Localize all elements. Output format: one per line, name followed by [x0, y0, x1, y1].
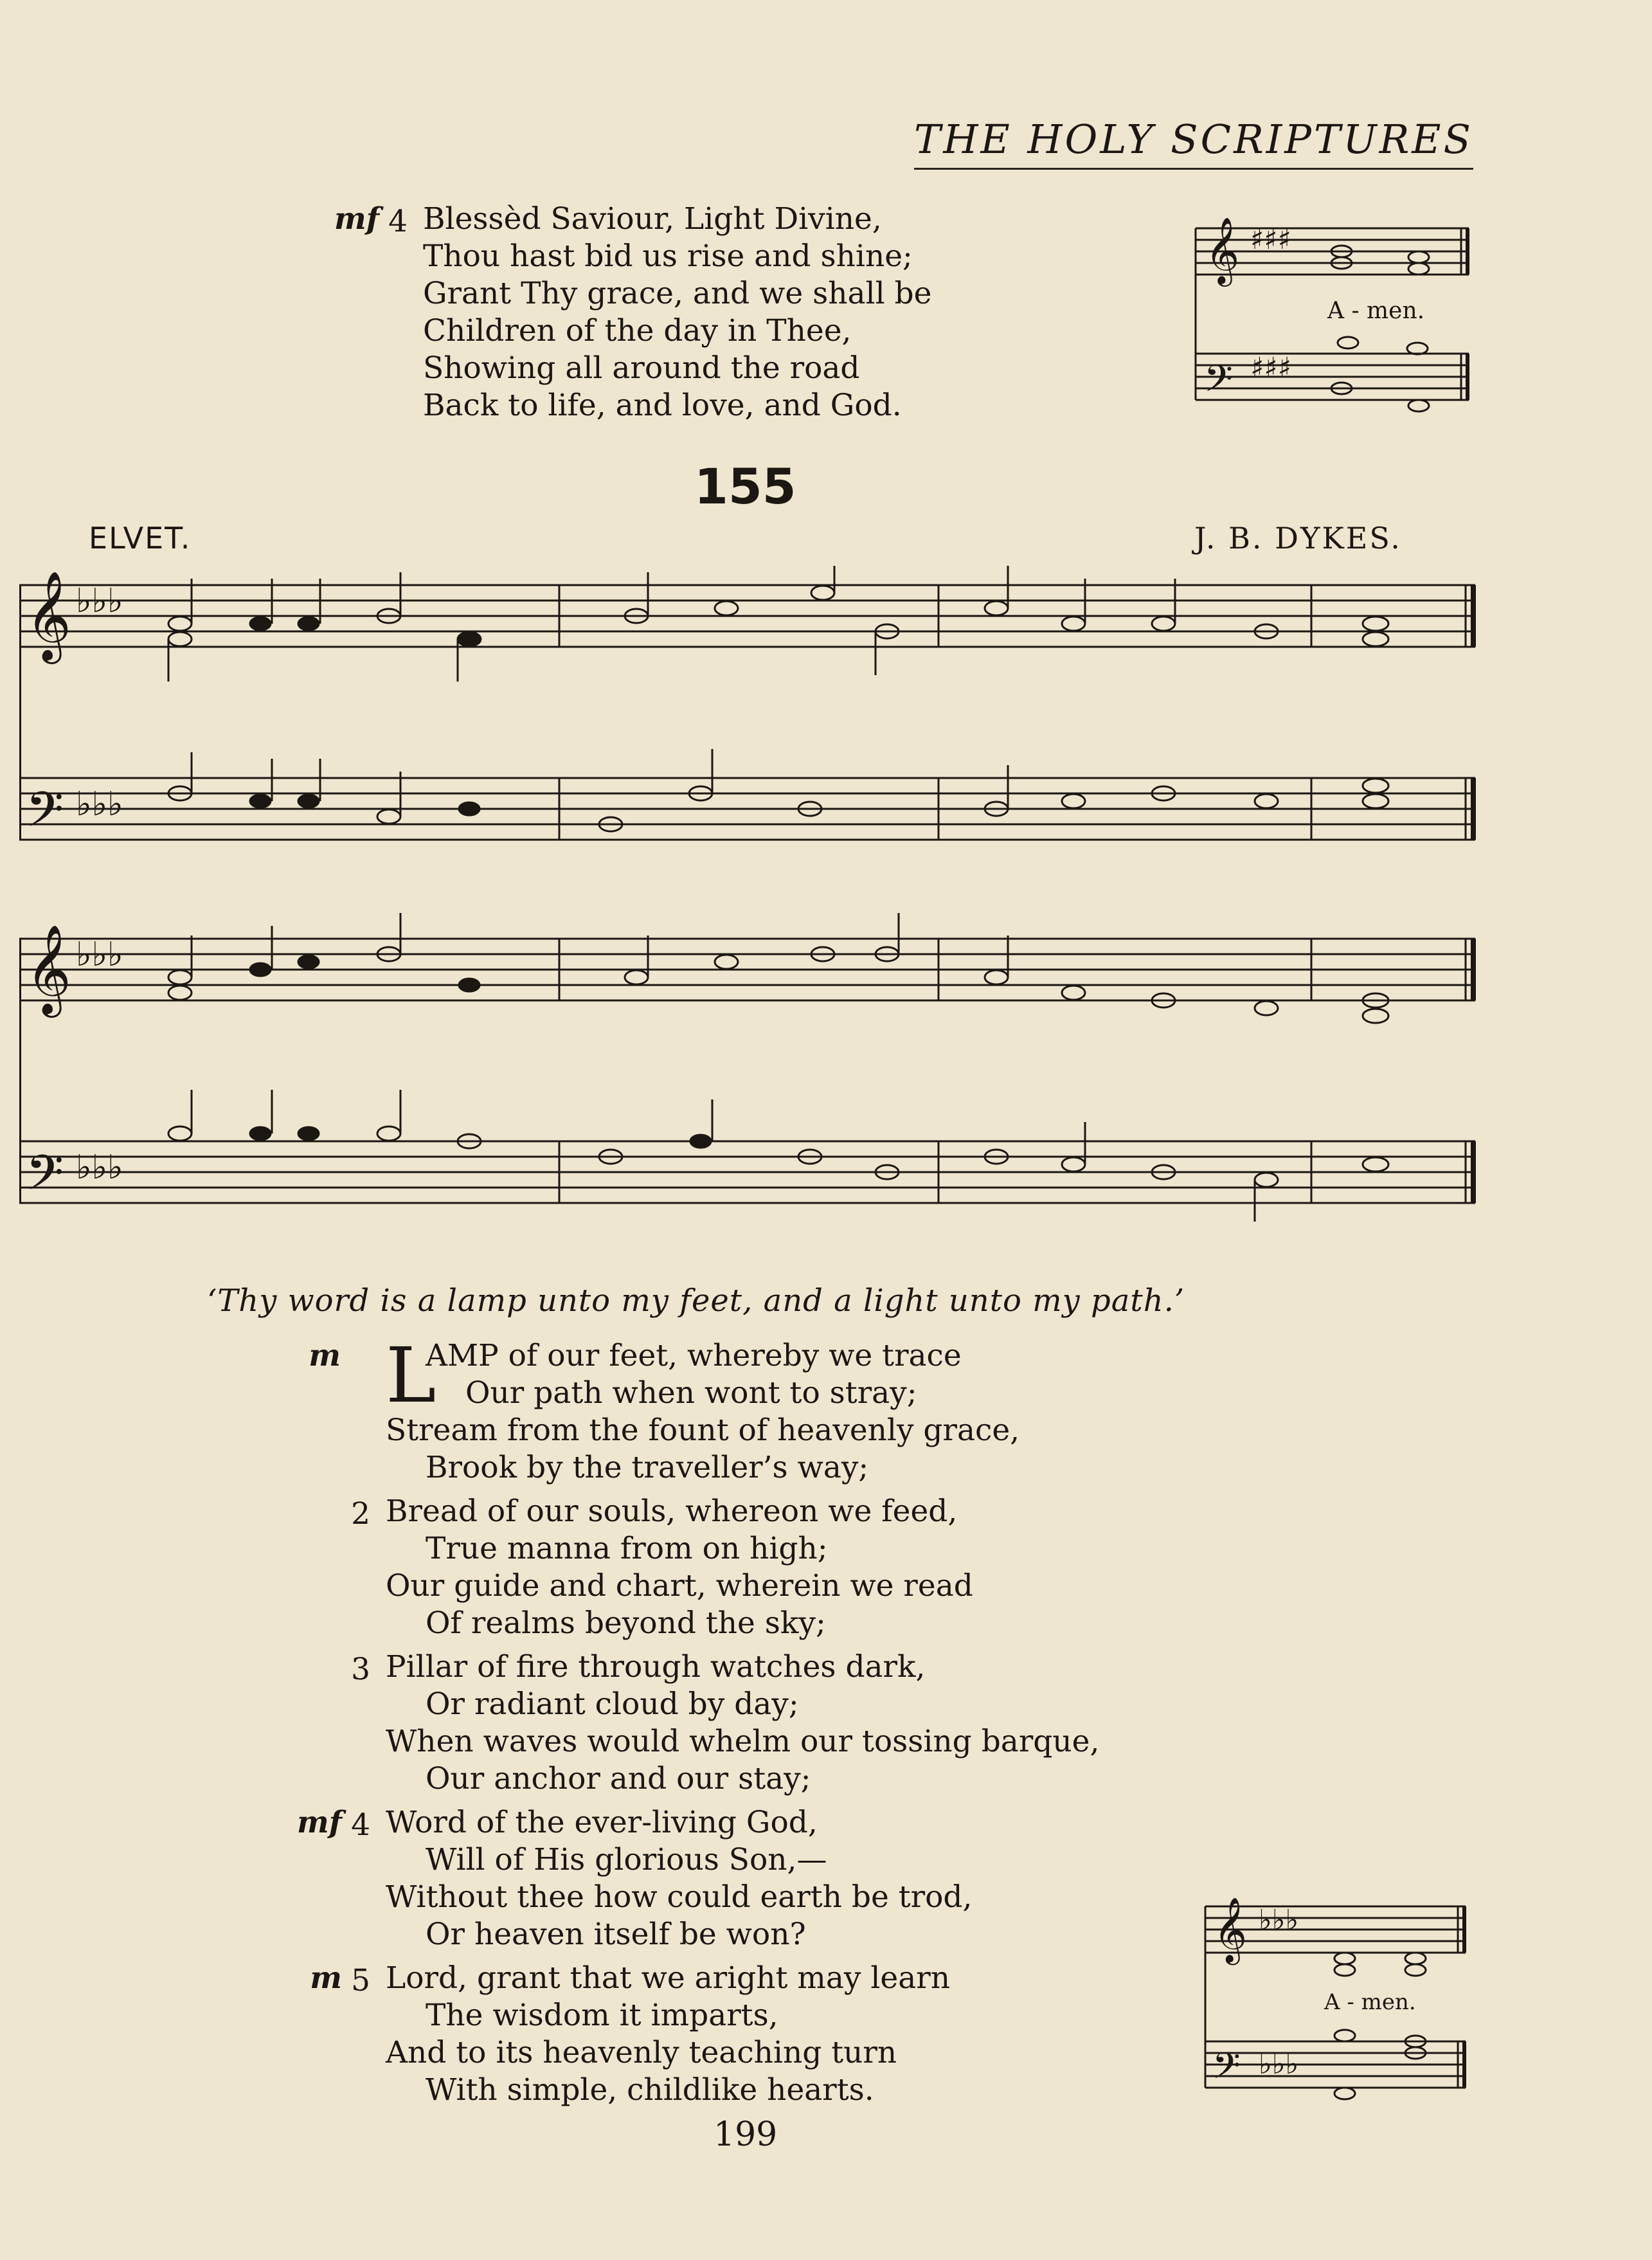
stanza-line: Our path when wont to stray;: [465, 1375, 917, 1411]
stanza-line: Or heaven itself be won?: [426, 1917, 806, 1952]
svg-text:𝄢: 𝄢: [26, 781, 64, 850]
svg-text:♯♯♯: ♯♯♯: [1250, 223, 1291, 256]
stanza-line: Of realms beyond the sky;: [426, 1605, 826, 1641]
svg-text:♭♭♭: ♭♭♭: [1259, 1904, 1299, 1937]
musical-score: [19, 566, 1478, 1234]
stanza-number: 2: [351, 1496, 370, 1532]
stanza-line: Bread of our souls, whereon we feed,: [386, 1494, 958, 1529]
svg-text:𝄞: 𝄞: [26, 925, 71, 1014]
svg-text:♭♭♭: ♭♭♭: [1259, 2048, 1299, 2081]
stanza-number: 3: [351, 1652, 370, 1687]
svg-text:𝄢: 𝄢: [26, 1144, 64, 1213]
stanza-line: Or radiant cloud by day;: [426, 1686, 799, 1722]
stanza-line: Blessèd Saviour, Light Divine,: [423, 201, 882, 237]
stanza-line: With simple, childlike hearts.: [426, 2072, 874, 2108]
stanza-2: [351, 1493, 1099, 1642]
stanza-line: True manna from on high;: [426, 1531, 828, 1566]
svg-text:♯♯♯: ♯♯♯: [1250, 352, 1291, 384]
stanza-line: The wisdom it imparts,: [426, 1998, 778, 2033]
tune-name: ELVET.: [89, 521, 192, 556]
svg-text:𝄞: 𝄞: [26, 571, 71, 660]
stanza-number: 4: [388, 204, 408, 239]
stanza-dropcap: L: [386, 1331, 436, 1420]
svg-text:𝄞: 𝄞: [1205, 217, 1240, 284]
svg-text:♭♭♭: ♭♭♭: [76, 785, 123, 824]
stanza-line: Pillar of fire through watches dark,: [386, 1649, 926, 1685]
stanza-3: [351, 1649, 1100, 1798]
stanza-5: [310, 1960, 1099, 2109]
stanza-line: Word of the ever-living God,: [386, 1805, 818, 1840]
stanza-line: Lord, grant that we aright may learn: [386, 1960, 950, 1996]
stanza-dynamic: mf: [334, 201, 379, 237]
svg-text:𝄢: 𝄢: [1204, 357, 1234, 410]
epigraph: ‘Thy word is a lamp unto my feet, and a light unto my path.’: [207, 1283, 1185, 1319]
stanza-line: And to its heavenly teaching turn: [386, 2035, 897, 2070]
stanza-line: Grant Thy grace, and we shall be: [423, 276, 932, 311]
stanza-number: 5: [351, 1963, 370, 1998]
stanza-dynamic: m: [310, 1960, 342, 1996]
amen-label: A - men.: [1324, 1989, 1416, 2015]
hymn-stanzas: [297, 1331, 1100, 2109]
hymn-number: 155: [694, 458, 796, 515]
stanza-line: Children of the day in Thee,: [423, 313, 852, 348]
stanza-line: Back to life, and love, and God.: [423, 388, 902, 423]
amen-notation: [1202, 1894, 1472, 2106]
amen-label: A - men.: [1327, 298, 1425, 324]
svg-text:♭♭♭: ♭♭♭: [76, 582, 123, 620]
svg-text:𝄢: 𝄢: [1212, 2045, 1241, 2096]
previous-hymn-stanza: [334, 201, 932, 424]
stanza-line: AMP of our feet, whereby we trace: [426, 1338, 962, 1373]
stanza-line: Stream from the fount of heavenly grace,: [386, 1413, 1020, 1448]
stanza-1: [309, 1331, 1099, 1487]
stanza-number: 4: [351, 1807, 370, 1843]
composer-name: J. B. DYKES.: [1194, 521, 1402, 556]
stanza-line: Showing all around the road: [423, 350, 860, 386]
stanza-line: When waves would whelm our tossing barque,: [386, 1724, 1100, 1759]
stanza-line: Brook by the traveller’s way;: [426, 1450, 869, 1485]
svg-text:𝄞: 𝄞: [1214, 1896, 1248, 1962]
page-number: 199: [714, 2115, 778, 2154]
running-title: THE HOLY SCRIPTURES: [914, 116, 1473, 170]
stanza-dynamic: m: [309, 1338, 341, 1373]
stanza-4: [297, 1804, 1099, 1953]
stanza-line: Will of His glorious Son,—: [426, 1842, 827, 1877]
stanza-line: Our anchor and our stay;: [426, 1761, 811, 1796]
previous-amen-notation: [1192, 209, 1475, 428]
stanza-line: Our guide and chart, wherein we read: [386, 1568, 973, 1604]
stanza-line: Thou hast bid us rise and shine;: [423, 239, 913, 274]
svg-text:♭♭♭: ♭♭♭: [76, 1148, 123, 1187]
stanza-dynamic: mf: [297, 1805, 342, 1840]
svg-text:♭♭♭: ♭♭♭: [76, 936, 123, 974]
stanza-line: Without thee how could earth be trod,: [386, 1879, 973, 1915]
